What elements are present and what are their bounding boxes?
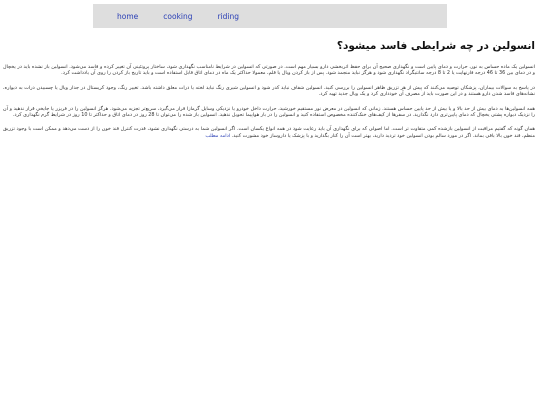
read-more-link[interactable]: ادامه مطلب — [205, 132, 231, 139]
top-nav — [93, 4, 447, 28]
article-paragraph: همه انسولین‌ها به دمای بیش از حد بالا و یا بیش از حد پایین حساس هستند. زمانی که انسولین در معرض نور مستقیم خورشید، حرارت داخل خودرو یا نزدیکی وسایل گرمازا قرار می‌گیرد، سریع‌تر تجزیه می‌شود. هرگز انسولین را در فریزر یا جایخی قرار ندهید و آن را نزدیک دیواره پشتی یخچال که دمای پایین‌تری دارد نگذارید. در سفرها از کیف‌های خنک‌کننده مخصوص استفاده کنید و انسولین را در بار هواپیما تحویل ندهید. انسولین باز شده را می‌توان تا 28 روز در دمای اتاق و حداکثر تا 10 روز در شرایط گرم نگهداری کرد. — [3, 105, 535, 119]
article-paragraph-last — [3, 126, 535, 139]
nav-link-cooking[interactable]: cooking — [163, 11, 193, 21]
nav-link-home[interactable]: home — [117, 11, 139, 21]
article — [3, 38, 535, 147]
article-paragraph: در پاسخ به سوالات بیماران، پزشکان توصیه می‌کنند که پیش از هر تزریق ظاهر انسولین را بررسی کنید. انسولین شفاف نباید کدر شود و انسولین شیری رنگ نباید لخته یا ذرات معلق داشته باشد. تغییر رنگ، وجود کریستال در جدار ویال یا چسبیدن ذرات به دیواره، نشانه‌های فاسد شدن دارو هستند و در این صورت باید از مصرف آن خودداری کرد و یک ویال جدید تهیه کرد. — [3, 84, 535, 98]
article-paragraph: انسولین یک ماده حساس به نور، حرارت و دمای پایین است و نگهداری صحیح آن برای حفظ اثربخشی دارو بسیار مهم است. در صورتی که انسولین در شرایط نامناسب نگهداری شود، ساختار پروتئینی آن تغییر کرده و فاسد می‌شود. انسولین باز نشده باید در یخچال و در دمای بین 36 تا 46 درجه فارنهایت یا 2 تا 8 درجه سانتیگراد نگهداری شود و هرگز نباید منجمد شود. پس از باز کردن ویال یا قلم، معمولا حداکثر یک ماه در دمای اتاق قابل استفاده است و باید تاریخ باز کردن را روی آن یادداشت کرد. — [3, 64, 535, 77]
nav-link-riding[interactable]: riding — [217, 11, 240, 21]
article-paragraph-text: همان گونه که گفتیم مراقبت از انسولین بازشده کمی متفاوت تر است. اما اصولی که برای نگهداری آن باید رعایت شود در همه انواع یکسان است. اگر انسولین شما به درستی نگهداری نشود، قدرت کنترل قند خون را از دست می‌دهد و ممکن است با وجود تزریق منظم، قند خون بالا باقی بماند. اگر در مورد سالم بودن انسولین خود تردید دارید، بهتر است آن را کنار بگذارید و با پزشک یا داروساز خود مشورت کنید. — [3, 126, 535, 139]
article-title: انسولین در چه شرایطی فاسد میشود؟ — [336, 40, 535, 52]
